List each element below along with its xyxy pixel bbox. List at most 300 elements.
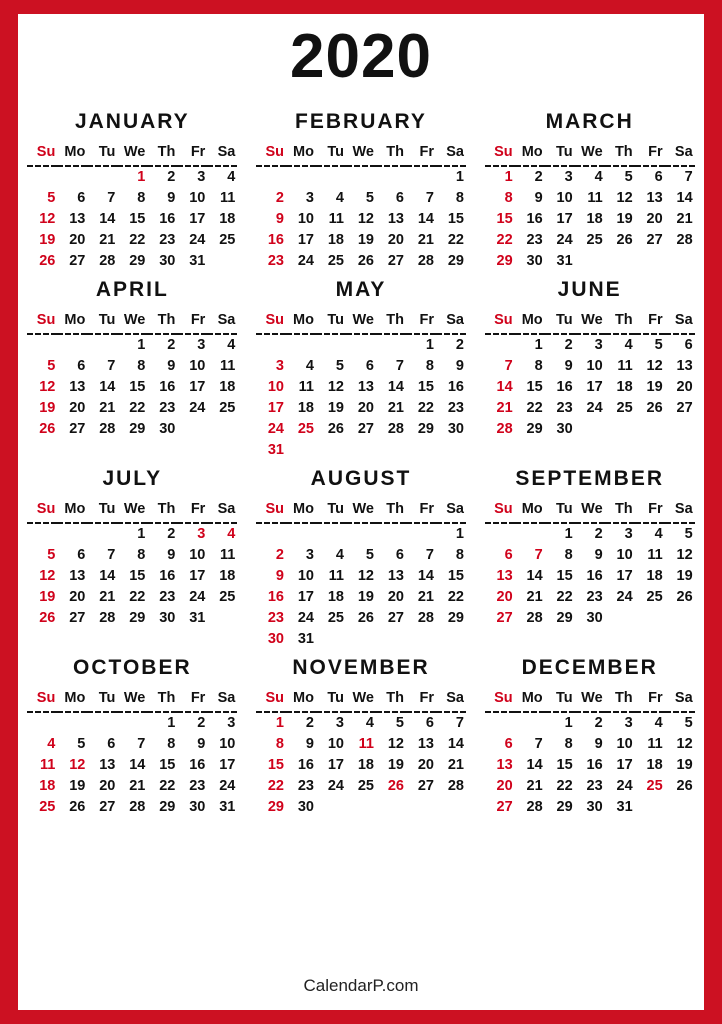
month-table <box>485 142 695 272</box>
day-cell-empty <box>87 166 117 188</box>
day-cell-empty <box>406 166 436 188</box>
day-cell: 16 <box>159 379 176 395</box>
day-cell: 30 <box>526 253 543 269</box>
day-cell: 4 <box>227 337 236 353</box>
day-cell: 31 <box>297 631 314 647</box>
day-cell: 30 <box>159 253 176 269</box>
day-cell: 16 <box>267 589 284 605</box>
day-cell: 18 <box>646 757 663 773</box>
weekday-header: Th <box>605 142 635 166</box>
week-row <box>256 377 466 398</box>
day-cell: 26 <box>357 610 374 626</box>
weekday-header: Mo <box>515 310 545 334</box>
day-cell: 25 <box>219 589 236 605</box>
day-cell: 16 <box>447 379 464 395</box>
day-cell: 21 <box>99 232 116 248</box>
day-cell: 26 <box>69 799 86 815</box>
day-cell-empty <box>346 629 376 650</box>
day-cell: 21 <box>526 589 543 605</box>
day-cell: 12 <box>39 211 56 227</box>
day-cell: 2 <box>275 190 284 206</box>
weekday-header: Th <box>376 142 406 166</box>
day-cell: 29 <box>129 253 146 269</box>
month-table <box>256 688 466 818</box>
month-table <box>27 310 237 440</box>
weekday-header: Fr <box>177 499 207 523</box>
week-row <box>485 398 695 419</box>
day-cell: 29 <box>447 610 464 626</box>
day-cell: 30 <box>586 799 603 815</box>
day-cell-empty <box>376 334 406 356</box>
week-row <box>27 755 237 776</box>
weekday-header: Mo <box>515 499 545 523</box>
weekday-header: Th <box>147 310 177 334</box>
day-cell-empty <box>286 334 316 356</box>
weekday-header: Th <box>147 499 177 523</box>
weekday-header: Mo <box>286 499 316 523</box>
day-cell: 21 <box>129 778 146 794</box>
day-cell: 7 <box>534 736 543 752</box>
day-cell: 4 <box>654 715 663 731</box>
day-cell: 7 <box>534 547 543 563</box>
day-cell: 22 <box>447 232 464 248</box>
week-row <box>485 166 695 188</box>
day-cell-empty <box>515 523 545 545</box>
weekday-header: Th <box>376 688 406 712</box>
day-cell: 3 <box>275 358 284 374</box>
day-cell: 17 <box>327 757 344 773</box>
weekday-header-row <box>27 142 237 166</box>
weekday-header: Mo <box>286 310 316 334</box>
day-cell: 29 <box>159 799 176 815</box>
week-row <box>27 356 237 377</box>
week-row <box>27 166 237 188</box>
month-table <box>256 310 466 461</box>
month-table <box>485 310 695 440</box>
weekday-header: Su <box>256 688 286 712</box>
day-cell: 31 <box>189 610 206 626</box>
day-cell: 13 <box>646 190 663 206</box>
weekday-header: Tu <box>316 688 346 712</box>
week-row <box>256 734 466 755</box>
weekday-header: Tu <box>545 310 575 334</box>
week-row <box>27 545 237 566</box>
day-cell: 15 <box>267 757 284 773</box>
weekday-header-row <box>27 310 237 334</box>
day-cell: 22 <box>159 778 176 794</box>
week-row <box>27 566 237 587</box>
day-cell-empty <box>87 523 117 545</box>
weekday-header: Su <box>485 499 515 523</box>
day-cell: 25 <box>327 610 344 626</box>
day-cell-empty <box>376 166 406 188</box>
weekday-header: We <box>346 310 376 334</box>
day-cell: 19 <box>39 589 56 605</box>
day-cell: 1 <box>137 169 146 185</box>
month-name: NOVEMBER <box>292 656 430 679</box>
day-cell: 25 <box>327 253 344 269</box>
day-cell: 15 <box>556 568 573 584</box>
day-cell-empty <box>575 419 605 440</box>
day-cell: 19 <box>676 568 693 584</box>
day-cell: 15 <box>526 379 543 395</box>
week-row <box>27 188 237 209</box>
day-cell: 9 <box>167 358 176 374</box>
weekday-header: Fr <box>177 310 207 334</box>
day-cell: 11 <box>328 211 344 227</box>
weekday-header: Sa <box>436 142 466 166</box>
day-cell: 2 <box>167 169 176 185</box>
day-cell-empty <box>57 166 87 188</box>
day-cell: 15 <box>496 211 513 227</box>
day-cell: 26 <box>39 253 56 269</box>
day-cell: 4 <box>594 169 603 185</box>
day-cell: 27 <box>496 799 513 815</box>
day-cell: 16 <box>586 568 603 584</box>
day-cell: 5 <box>624 169 633 185</box>
weekday-header: We <box>346 142 376 166</box>
day-cell: 2 <box>534 169 543 185</box>
day-cell: 22 <box>267 778 284 794</box>
day-cell: 9 <box>564 358 573 374</box>
day-cell: 26 <box>616 232 633 248</box>
day-cell: 17 <box>586 379 603 395</box>
day-cell: 21 <box>496 400 513 416</box>
weekday-header: Th <box>376 310 406 334</box>
weekday-header: We <box>346 688 376 712</box>
day-cell: 27 <box>676 400 693 416</box>
day-cell: 23 <box>267 253 284 269</box>
day-cell: 18 <box>327 232 344 248</box>
day-cell-empty <box>27 334 57 356</box>
day-cell: 30 <box>297 799 314 815</box>
day-cell: 27 <box>646 232 663 248</box>
day-cell: 22 <box>556 589 573 605</box>
day-cell: 3 <box>335 715 344 731</box>
weekday-header: Su <box>27 499 57 523</box>
day-cell: 17 <box>189 568 206 584</box>
week-row <box>27 523 237 545</box>
day-cell-empty <box>485 523 515 545</box>
day-cell: 26 <box>39 610 56 626</box>
weekday-header: Su <box>256 310 286 334</box>
day-cell: 28 <box>417 253 434 269</box>
weekday-header-row <box>27 499 237 523</box>
week-row <box>485 608 695 629</box>
weekday-header: Mo <box>286 142 316 166</box>
day-cell: 23 <box>586 589 603 605</box>
day-cell: 10 <box>327 736 344 752</box>
day-cell: 29 <box>556 799 573 815</box>
day-cell-empty <box>286 523 316 545</box>
day-cell: 16 <box>556 379 573 395</box>
weekday-header: Fr <box>406 142 436 166</box>
weekday-header: Tu <box>545 688 575 712</box>
day-cell: 28 <box>387 421 404 437</box>
week-row <box>485 356 695 377</box>
weekday-header-row <box>485 499 695 523</box>
day-cell-empty <box>316 166 346 188</box>
day-cell: 22 <box>129 232 146 248</box>
day-cell: 28 <box>496 421 513 437</box>
weekday-header: Sa <box>665 688 695 712</box>
weekday-header: Th <box>147 688 177 712</box>
day-cell: 9 <box>197 736 206 752</box>
day-cell: 21 <box>387 400 404 416</box>
day-cell: 11 <box>219 190 236 206</box>
day-cell: 2 <box>564 337 573 353</box>
month-block <box>18 104 247 272</box>
day-cell: 20 <box>496 589 513 605</box>
week-row <box>485 251 695 272</box>
week-row <box>485 188 695 209</box>
month-name: FEBRUARY <box>295 110 427 133</box>
day-cell: 8 <box>167 736 176 752</box>
month-block <box>247 461 476 650</box>
day-cell-empty <box>665 419 695 440</box>
day-cell: 19 <box>676 757 693 773</box>
week-row <box>256 209 466 230</box>
weekday-header: Fr <box>635 499 665 523</box>
week-row <box>256 523 466 545</box>
day-cell: 4 <box>335 190 344 206</box>
week-row <box>256 419 466 440</box>
weekday-header: We <box>575 688 605 712</box>
month-name: SEPTEMBER <box>515 467 664 490</box>
day-cell: 13 <box>417 736 434 752</box>
weekday-header: Fr <box>635 688 665 712</box>
day-cell: 8 <box>534 358 543 374</box>
month-table <box>256 142 466 272</box>
day-cell: 7 <box>395 358 404 374</box>
day-cell: 19 <box>39 232 56 248</box>
week-row <box>27 587 237 608</box>
day-cell: 8 <box>455 190 464 206</box>
day-cell: 16 <box>586 757 603 773</box>
weekday-header: Th <box>605 310 635 334</box>
day-cell: 11 <box>647 736 663 752</box>
day-cell: 19 <box>39 400 56 416</box>
day-cell: 1 <box>275 715 284 731</box>
week-row <box>256 356 466 377</box>
day-cell: 17 <box>267 400 284 416</box>
day-cell: 10 <box>616 547 633 563</box>
day-cell: 17 <box>219 757 236 773</box>
day-cell: 6 <box>395 547 404 563</box>
day-cell: 17 <box>189 211 206 227</box>
day-cell: 14 <box>447 736 464 752</box>
day-cell-empty <box>87 712 117 734</box>
day-cell: 27 <box>69 610 86 626</box>
day-cell: 24 <box>267 421 284 437</box>
day-cell-empty <box>256 334 286 356</box>
day-cell: 8 <box>275 736 284 752</box>
day-cell: 28 <box>99 421 116 437</box>
day-cell: 28 <box>447 778 464 794</box>
day-cell-empty <box>436 440 466 461</box>
weekday-header-row <box>256 142 466 166</box>
day-cell: 5 <box>47 190 56 206</box>
day-cell: 16 <box>159 211 176 227</box>
day-cell: 15 <box>129 211 146 227</box>
footer-credit: CalendarP.com <box>303 976 419 995</box>
week-row <box>256 398 466 419</box>
day-cell: 17 <box>297 589 314 605</box>
weekday-header: Th <box>376 499 406 523</box>
weekday-header: Mo <box>515 142 545 166</box>
week-row <box>485 587 695 608</box>
day-cell: 1 <box>504 169 513 185</box>
day-cell: 2 <box>197 715 206 731</box>
day-cell: 27 <box>357 421 374 437</box>
month-table <box>27 499 237 629</box>
day-cell: 30 <box>267 631 284 647</box>
week-row <box>27 377 237 398</box>
month-block <box>18 272 247 461</box>
day-cell-empty <box>286 440 316 461</box>
day-cell: 18 <box>219 211 236 227</box>
week-row <box>27 209 237 230</box>
day-cell: 22 <box>129 589 146 605</box>
day-cell: 23 <box>159 232 176 248</box>
weekday-header: Mo <box>57 142 87 166</box>
day-cell: 10 <box>556 190 573 206</box>
day-cell: 7 <box>504 358 513 374</box>
day-cell: 17 <box>616 568 633 584</box>
day-cell: 1 <box>455 169 464 185</box>
day-cell: 22 <box>556 778 573 794</box>
day-cell: 29 <box>129 610 146 626</box>
day-cell: 13 <box>496 757 513 773</box>
day-cell: 4 <box>654 526 663 542</box>
week-row <box>256 440 466 461</box>
week-row <box>256 545 466 566</box>
day-cell-empty <box>87 334 117 356</box>
day-cell: 16 <box>526 211 543 227</box>
day-cell: 27 <box>387 253 404 269</box>
day-cell-empty <box>177 419 207 440</box>
day-cell-empty <box>346 166 376 188</box>
day-cell: 9 <box>455 358 464 374</box>
day-cell: 12 <box>69 757 86 773</box>
month-table <box>27 142 237 272</box>
week-row <box>485 797 695 818</box>
day-cell: 13 <box>99 757 116 773</box>
day-cell: 25 <box>219 400 236 416</box>
week-row <box>256 334 466 356</box>
day-cell: 19 <box>327 400 344 416</box>
day-cell: 7 <box>455 715 464 731</box>
day-cell: 23 <box>447 400 464 416</box>
day-cell: 21 <box>417 232 434 248</box>
day-cell: 27 <box>99 799 116 815</box>
day-cell: 6 <box>395 190 404 206</box>
weekday-header: Su <box>256 499 286 523</box>
weekday-header: Sa <box>665 310 695 334</box>
day-cell: 20 <box>387 232 404 248</box>
week-row <box>256 251 466 272</box>
day-cell-empty <box>406 440 436 461</box>
day-cell: 12 <box>387 736 404 752</box>
weekday-header: Su <box>27 142 57 166</box>
day-cell: 9 <box>275 211 284 227</box>
day-cell: 14 <box>99 211 116 227</box>
day-cell: 13 <box>69 211 86 227</box>
day-cell: 4 <box>365 715 374 731</box>
day-cell: 24 <box>297 610 314 626</box>
day-cell: 18 <box>616 379 633 395</box>
day-cell: 19 <box>387 757 404 773</box>
day-cell: 14 <box>129 757 146 773</box>
weekday-header: Su <box>485 142 515 166</box>
weekday-header: Su <box>485 310 515 334</box>
day-cell-empty <box>286 166 316 188</box>
day-cell: 26 <box>39 421 56 437</box>
week-row <box>256 230 466 251</box>
day-cell: 11 <box>647 547 663 563</box>
day-cell: 2 <box>305 715 314 731</box>
week-row <box>256 797 466 818</box>
day-cell: 27 <box>417 778 434 794</box>
day-cell: 3 <box>227 715 236 731</box>
day-cell: 10 <box>616 736 633 752</box>
day-cell: 5 <box>395 715 404 731</box>
day-cell: 25 <box>39 799 56 815</box>
day-cell: 20 <box>99 778 116 794</box>
day-cell: 12 <box>327 379 344 395</box>
month-name: OCTOBER <box>73 656 192 679</box>
day-cell: 30 <box>159 610 176 626</box>
day-cell: 26 <box>646 400 663 416</box>
day-cell-empty <box>665 797 695 818</box>
day-cell-empty <box>27 166 57 188</box>
weekday-header: We <box>117 688 147 712</box>
day-cell: 23 <box>267 610 284 626</box>
day-cell: 10 <box>297 568 314 584</box>
week-row <box>485 776 695 797</box>
day-cell: 20 <box>69 232 86 248</box>
month-block <box>247 272 476 461</box>
week-row <box>27 334 237 356</box>
day-cell-empty <box>346 334 376 356</box>
week-row <box>27 230 237 251</box>
weekday-header: Fr <box>177 142 207 166</box>
day-cell: 12 <box>646 358 663 374</box>
month-block <box>475 650 704 818</box>
day-cell: 20 <box>387 589 404 605</box>
month-block <box>18 461 247 650</box>
weekday-header: Su <box>27 310 57 334</box>
week-row <box>256 166 466 188</box>
day-cell: 21 <box>447 757 464 773</box>
day-cell-empty <box>436 629 466 650</box>
day-cell-empty <box>57 334 87 356</box>
day-cell-empty <box>665 608 695 629</box>
day-cell: 26 <box>357 253 374 269</box>
day-cell: 6 <box>77 190 86 206</box>
day-cell: 19 <box>357 589 374 605</box>
weekday-header: We <box>346 499 376 523</box>
day-cell: 19 <box>357 232 374 248</box>
day-cell: 17 <box>556 211 573 227</box>
day-cell-empty <box>605 251 635 272</box>
weekday-header: Su <box>256 142 286 166</box>
day-cell: 16 <box>297 757 314 773</box>
day-cell: 18 <box>646 568 663 584</box>
weekday-header: Mo <box>515 688 545 712</box>
month-block <box>475 104 704 272</box>
day-cell: 12 <box>676 547 693 563</box>
